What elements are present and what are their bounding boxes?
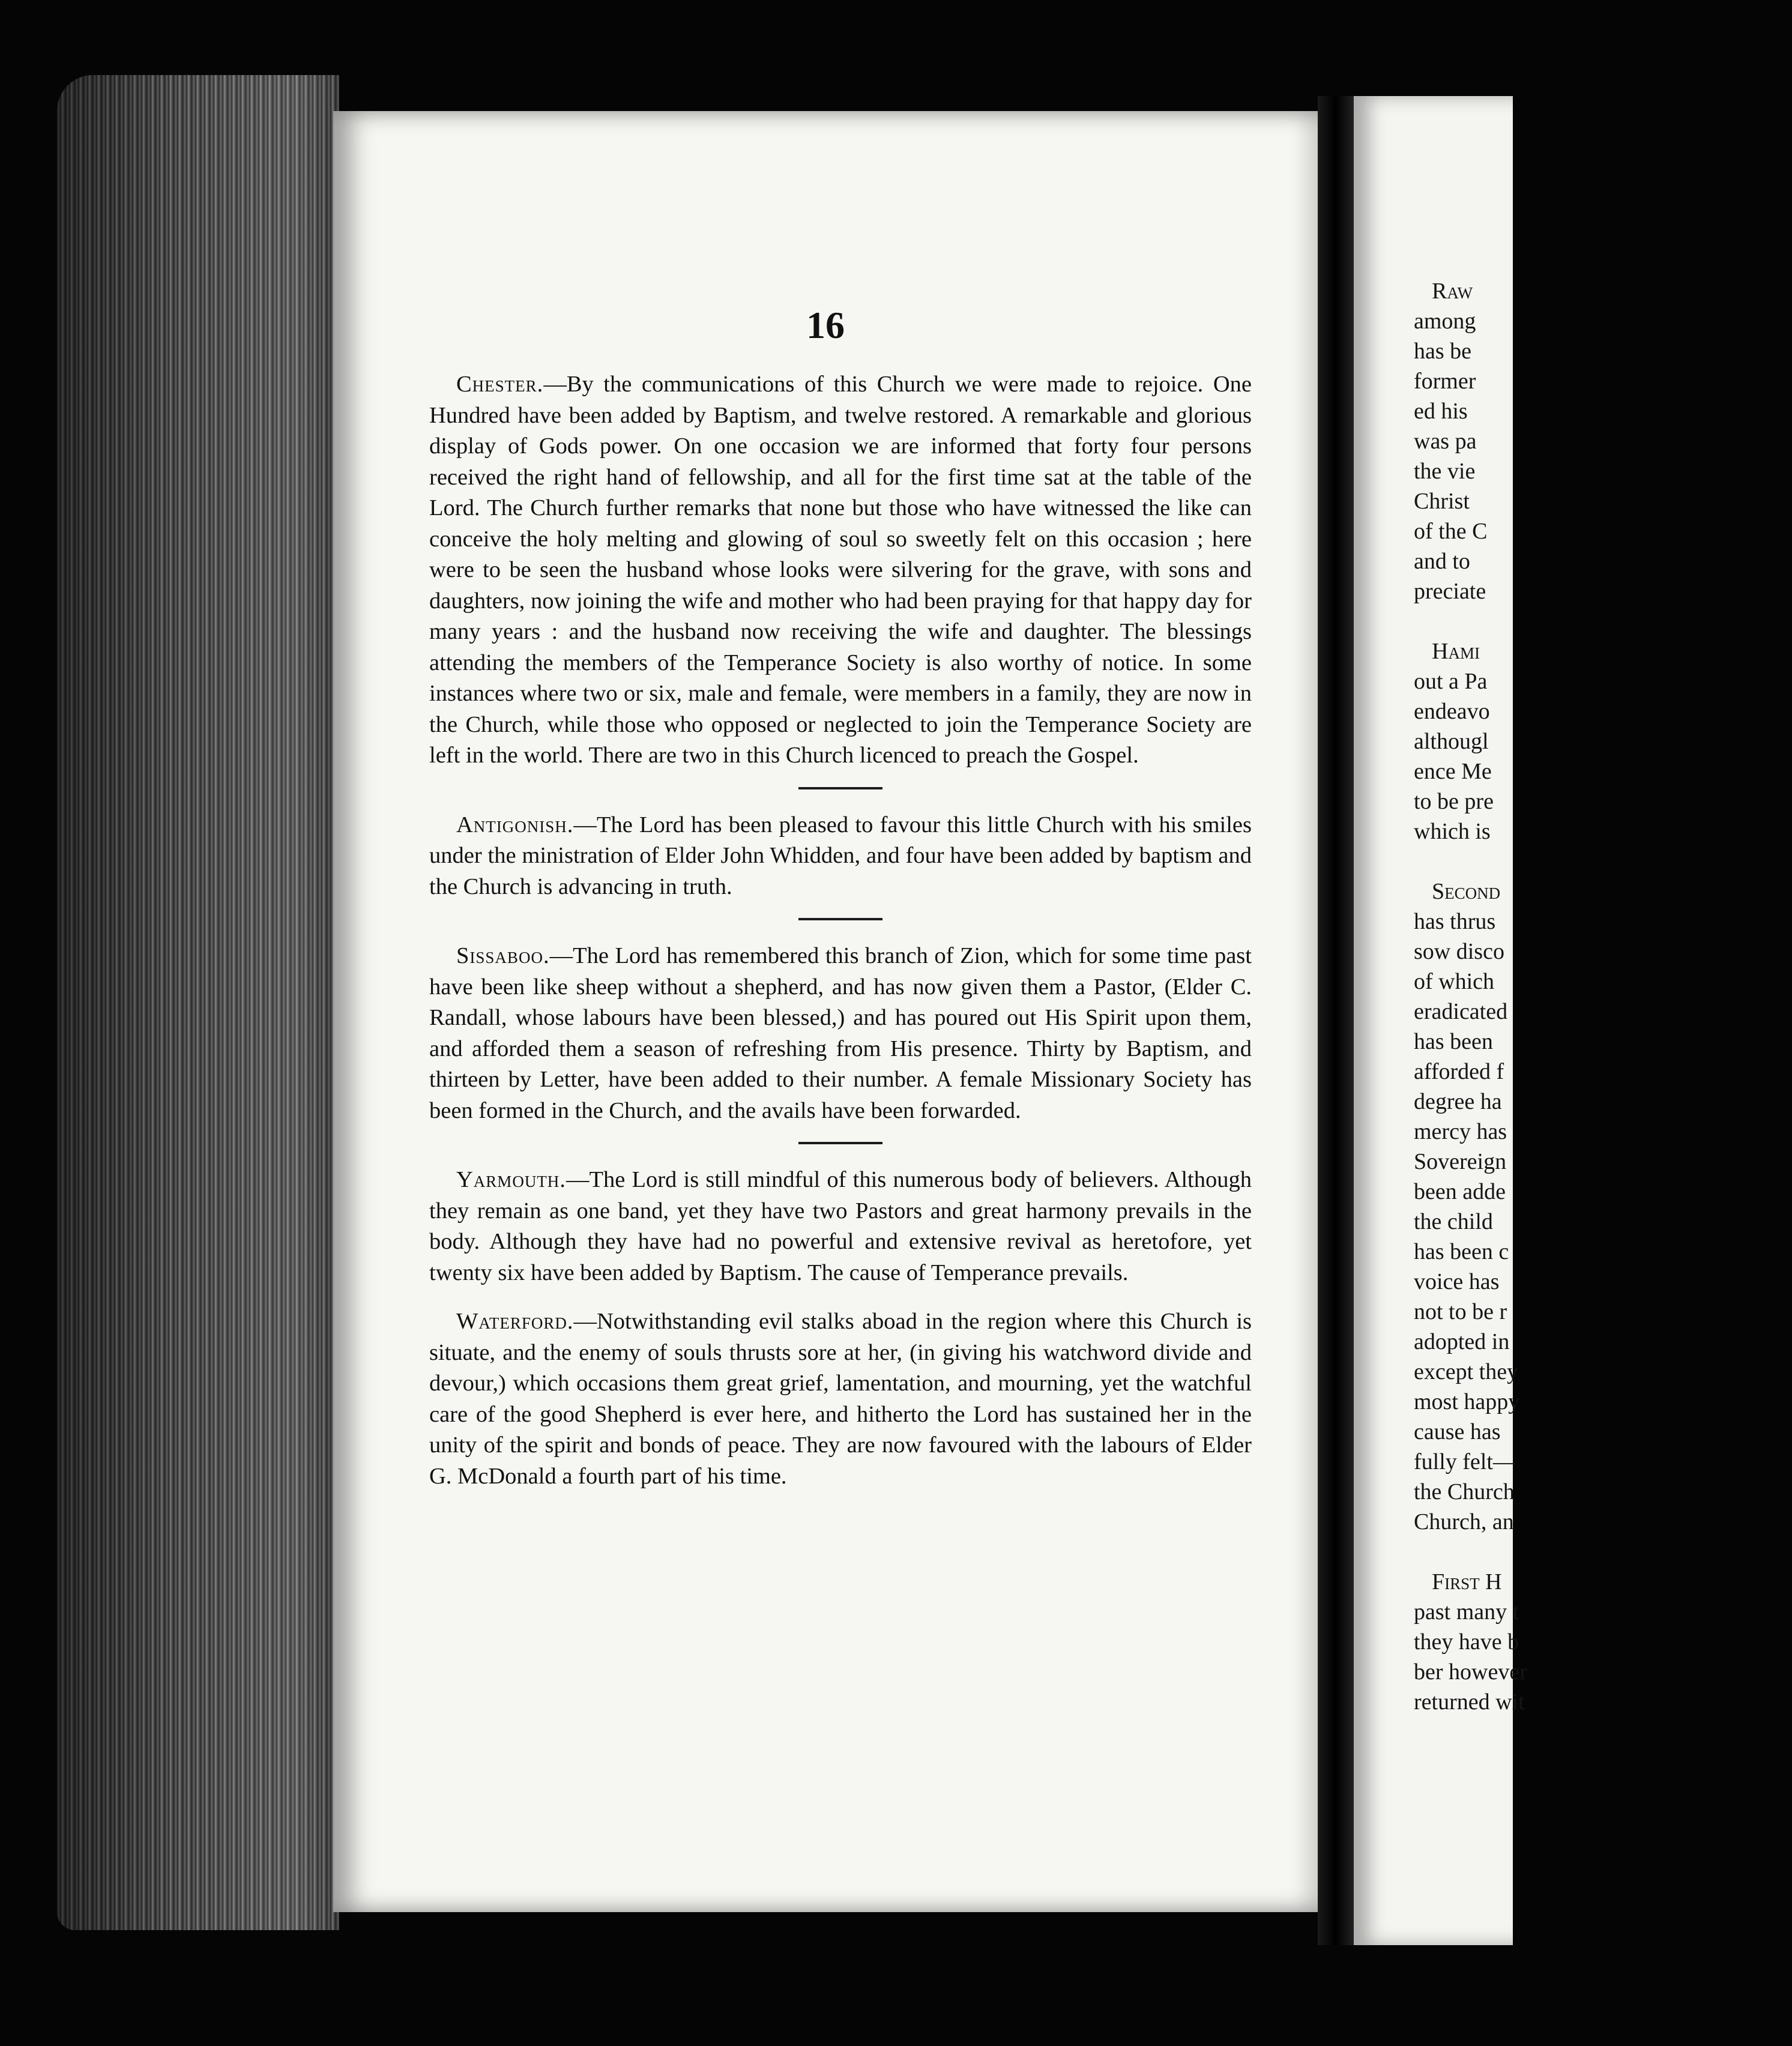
- right-page-line: except they: [1414, 1359, 1519, 1384]
- right-page-line: First H: [1432, 1569, 1502, 1595]
- right-page-line: most happy: [1414, 1389, 1520, 1414]
- right-page-line: of which: [1414, 969, 1495, 994]
- right-page-line: althougl: [1414, 729, 1489, 754]
- right-page-line: ber however: [1414, 1659, 1527, 1685]
- separator-rule: [798, 1142, 882, 1144]
- right-page-line: the Church: [1414, 1479, 1515, 1504]
- right-page-line: past many t: [1414, 1599, 1519, 1625]
- right-page-line: the child: [1414, 1209, 1493, 1234]
- entry-text: —The Lord has been pleased to favour this little Church with his smiles under the ministration of Elder John Whidden, and four have been added by baptism and the Church is advancing in truth.: [429, 812, 1252, 899]
- right-page-line: among: [1414, 309, 1476, 334]
- right-page-line: and to: [1414, 549, 1470, 574]
- right-page-line: endeavo: [1414, 699, 1490, 724]
- right-page-line: Christ: [1414, 489, 1470, 514]
- right-page-line: ed his: [1414, 399, 1468, 424]
- entry-name: Chester.: [456, 372, 544, 397]
- entry-antigonish: [429, 810, 1252, 903]
- right-page-fragment: [1354, 96, 1527, 1945]
- right-page-line: preciate: [1414, 579, 1486, 604]
- right-page-line: afforded f: [1414, 1059, 1504, 1084]
- right-page-line: the vie: [1414, 459, 1476, 484]
- right-page-line: cause has: [1414, 1419, 1501, 1444]
- entry-text: —By the communications of this Church we were made to rejoice. One Hundred have been added by Baptism, and twelve restored. A remarkable and glorious display of Gods power. On one occasion we are informed that forty four persons received the right hand of fellowship, and all for the first time sat at the table of the Lord. The Church further remarks that none but those who have witnessed the like can conceive the holy melting and glowing of soul so sweetly felt on this occasion ; here were to be seen the husband whose looks were silvering for the grave, with sons and daughters, now joining the wife and mother who had been praying for that happy day for many years : and the husband now receiving the wife and daughter. The blessings attending the members of the Temperance Society is also worthy of notice. In some instances where two or six, male and female, were members in a family, they are now in the Church, while those who opposed or neglected to join the Temperance Society are left in the world. There are two in this Church licenced to preach the Gospel.: [429, 372, 1252, 768]
- right-page-line: not to be r: [1414, 1299, 1507, 1324]
- book-gutter: [1318, 96, 1354, 1945]
- entry-waterford: [429, 1306, 1252, 1492]
- right-page-line: mercy has: [1414, 1119, 1507, 1144]
- right-page-line: ence Me: [1414, 759, 1492, 784]
- page-edges-shading: [57, 75, 339, 1930]
- right-page-line: Sovereign: [1414, 1149, 1507, 1174]
- left-page: [333, 111, 1318, 1912]
- entry-name: Yarmouth.: [456, 1167, 566, 1192]
- entry-sissaboo: [429, 941, 1252, 1126]
- entry-name: Sissaboo.: [456, 943, 550, 968]
- right-page-line: Church, an: [1414, 1509, 1514, 1534]
- entry-yarmouth: [429, 1165, 1252, 1288]
- entry-text: —Notwithstanding evil stalks aboad in the region where this Church is situate, and the enemy of souls thrusts sore at her, (in giving his watchword divide and devour,) which occasions them great grief, lamentation, and mourning, yet the watchful care of the good Shepherd is ever here, and hitherto the Lord has sustained her in the unity of the spirit and bonds of peace. They are now favoured with the labours of Elder G. McDonald a fourth part of his time.: [429, 1309, 1252, 1489]
- right-page-line: fully felt—: [1414, 1449, 1516, 1474]
- right-page-line: eradicated: [1414, 999, 1508, 1024]
- separator-rule: [798, 787, 882, 789]
- right-page-line: former: [1414, 369, 1476, 394]
- right-page-line: was pa: [1414, 429, 1477, 454]
- right-page-line: returned wit: [1414, 1689, 1525, 1715]
- entry-name: Waterford.: [456, 1309, 574, 1334]
- page-number: 16: [806, 304, 845, 346]
- entry-chester: [429, 369, 1252, 771]
- right-page-line: has be: [1414, 339, 1472, 364]
- entry-name: Antigonish.: [456, 812, 574, 837]
- right-page-line: which is: [1414, 819, 1491, 844]
- right-page-line: has been: [1414, 1029, 1493, 1054]
- right-page-line: adopted in: [1414, 1329, 1510, 1354]
- right-page-line: degree ha: [1414, 1089, 1502, 1114]
- right-page-line: of the C: [1414, 519, 1488, 544]
- right-page-line: to be pre: [1414, 789, 1494, 814]
- separator-rule: [798, 918, 882, 920]
- entry-text: —The Lord has remembered this branch of Zion, which for some time past have been like sheep without a shepherd, and has now given them a Pastor, (Elder C. Randall, whose labours have been blessed,) and has poured out His Spirit upon them, and afforded them a season of refreshing from His presence. Thirty by Baptism, and thirteen by Letter, have been added to their number. A female Missionary Society has been formed in the Church, and the avails have been forwarded.: [429, 943, 1252, 1123]
- right-page-line: Hami: [1432, 639, 1480, 664]
- right-page-line: they have b: [1414, 1629, 1519, 1655]
- right-page-line: Second: [1432, 879, 1501, 904]
- right-page-line: has been c: [1414, 1239, 1509, 1264]
- right-page-line: out a Pa: [1414, 669, 1488, 694]
- right-page-line: been adde: [1414, 1179, 1506, 1204]
- right-page-line: voice has: [1414, 1269, 1500, 1294]
- right-page-line: has thrus: [1414, 909, 1496, 934]
- page-text: [429, 369, 1252, 1492]
- right-page-line: sow disco: [1414, 939, 1504, 964]
- right-page-line: Raw: [1432, 279, 1473, 304]
- entry-text: —The Lord is still mindful of this numerous body of believers. Although they remain as one band, yet they have two Pastors and great harmony prevails in the body. Although they have had no powerful and extensive revival as heretofore, yet twenty six have been added by Baptism. The cause of Temperance prevails.: [429, 1167, 1252, 1285]
